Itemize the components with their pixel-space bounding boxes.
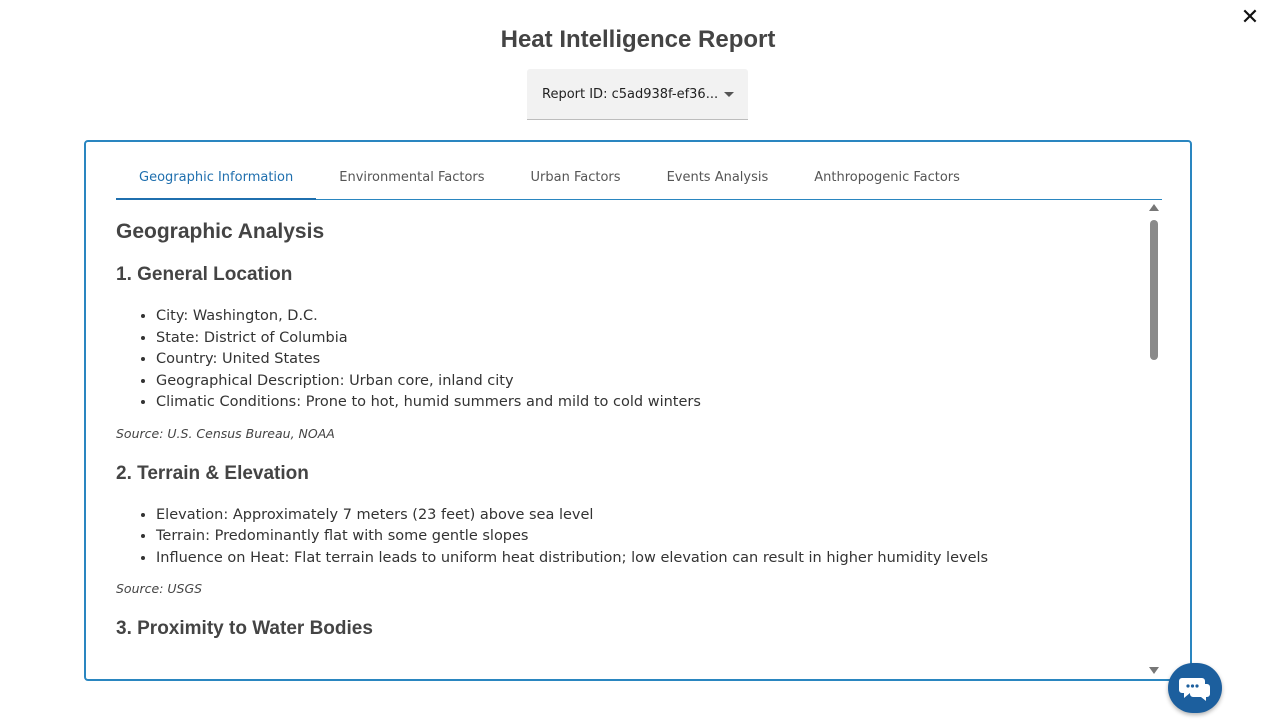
list-item: • Influence on Heat: Flat terrain leads to uniform heat distribution; low elevation can result in higher humidity levels (156, 548, 1146, 570)
list-item: • Climatic Conditions: Prone to hot, humid summers and mild to cold winters (156, 392, 1146, 414)
content-heading: Geographic Analysis (116, 220, 325, 243)
tab-anthropogenic-factors[interactable]: Anthropogenic Factors (814, 170, 960, 185)
report-id-select[interactable] (527, 69, 748, 120)
list-item: • Elevation: Approximately 7 meters (23 feet) above sea level (156, 505, 1146, 527)
chat-support-icon (1178, 674, 1212, 702)
tab-bar (116, 164, 1162, 200)
scroll-up-arrow-icon[interactable] (1149, 204, 1159, 211)
list-item: • Country: United States (156, 349, 1146, 371)
source-note: Source: USGS (116, 581, 203, 596)
list-item: • State: District of Columbia (156, 328, 1146, 350)
content-scrollbar[interactable] (1147, 204, 1161, 674)
report-content (116, 212, 1146, 676)
report-panel (84, 140, 1192, 681)
tab-environmental-factors[interactable]: Environmental Factors (339, 170, 485, 185)
list-item: • Geographical Description: Urban core, inland city (156, 371, 1146, 393)
report-id-value: Report ID: c5ad938f-ef36... (542, 86, 719, 102)
close-icon[interactable]: ✕ (1240, 5, 1260, 30)
page-title: Heat Intelligence Report (500, 26, 776, 53)
list-item: • City: Washington, D.C. (156, 306, 1146, 328)
section-title: 3. Proximity to Water Bodies (116, 618, 373, 639)
bullet-list (156, 505, 1146, 570)
section-title: 1. General Location (116, 264, 293, 285)
list-item: • Terrain: Predominantly flat with some gentle slopes (156, 526, 1146, 548)
tab-urban-factors[interactable]: Urban Factors (530, 170, 621, 185)
chevron-down-icon (724, 92, 734, 97)
bullet-list (156, 306, 1146, 414)
scroll-down-arrow-icon[interactable] (1149, 667, 1159, 674)
section-title: 2. Terrain & Elevation (116, 462, 309, 484)
source-note: Source: U.S. Census Bureau, NOAA (116, 425, 335, 441)
scroll-thumb[interactable] (1150, 220, 1158, 360)
chat-support-button[interactable] (1168, 663, 1222, 713)
tab-events-analysis[interactable]: Events Analysis (666, 170, 769, 185)
tab-geographic-information[interactable]: Geographic Information (116, 164, 316, 200)
